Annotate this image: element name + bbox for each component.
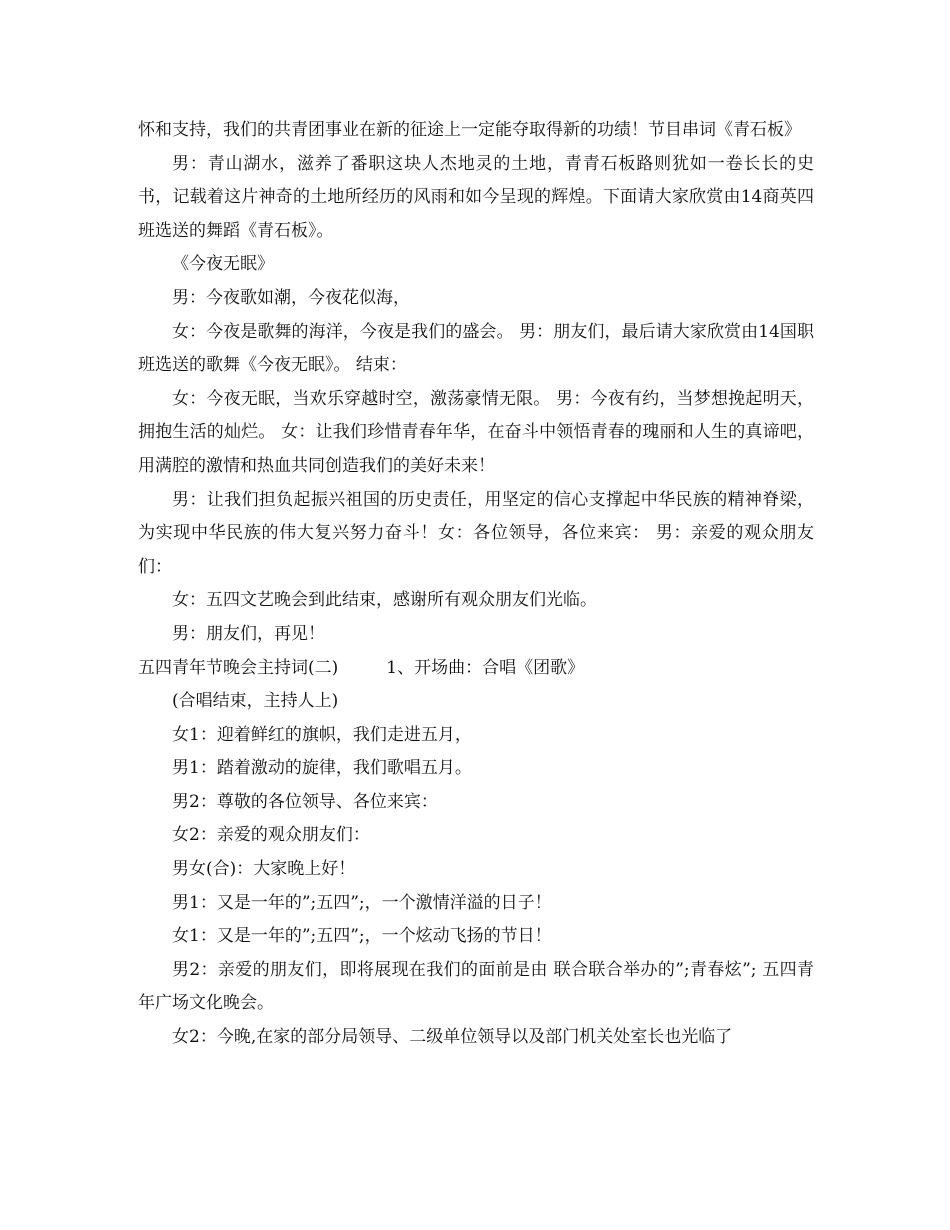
paragraph: 女2：今晚,在家的部分局领导、二级单位领导以及部门机关处室长也光临了 xyxy=(172,1027,733,1048)
document-body xyxy=(138,114,814,1055)
paragraph: 女1：又是一年的”;五四”;，一个炫动飞扬的节日！ xyxy=(172,926,552,947)
paragraph: 女：今夜是歌舞的海洋，今夜是我们的盛会。 男：朋友们，最后请大家欣赏由14国职班选送的歌舞《今夜无眠》。 结束： xyxy=(138,321,814,376)
paragraph: 女：今夜无眠，当欢乐穿越时空，激荡豪情无限。 男：今夜有约，当梦想挽起明天，拥抱生活的灿烂。 女：让我们珍惜青春年华，在奋斗中领悟青春的瑰丽和人生的真谛吧，用满腔的激情和热血共同创造我们的美好未来！ xyxy=(138,388,814,476)
section-item: 1、开场曲：合唱《团歌》 xyxy=(386,657,585,678)
paragraph: 男1：又是一年的”;五四”;，一个激情洋溢的日子！ xyxy=(172,892,552,913)
subheading: 《今夜无眠》 xyxy=(172,254,274,275)
stage-direction: (合唱结束，主持人上) xyxy=(172,691,339,712)
paragraph: 男2：亲爱的朋友们，即将展现在我们的面前是由 联合联合举办的”;青春炫”; 五四青年广场文化晚会。 xyxy=(138,959,814,1014)
paragraph: 怀和支持，我们的共青团事业在新的征途上一定能夺取得新的功绩！节目串词《青石板》 xyxy=(138,120,801,140)
paragraph: 男女(合)：大家晚上好！ xyxy=(172,859,356,880)
section-heading xyxy=(138,652,814,686)
paragraph: 男：青山湖水，滋养了番职这块人杰地灵的土地，青青石板路则犹如一卷长长的史书，记载着这片神奇的土地所经历的风雨和如今呈现的辉煌。下面请大家欣赏由14商英四班选送的舞蹈《青石板》。 xyxy=(138,153,814,241)
paragraph: 女1：迎着鲜红的旗帜，我们走进五月， xyxy=(172,724,472,745)
paragraph: 男：今夜歌如潮，今夜花似海， xyxy=(172,287,410,308)
paragraph: 男：让我们担负起振兴祖国的历史责任，用坚定的信心支撑起中华民族的精神脊梁，为实现中华民族的伟大复兴努力奋斗！女：各位领导，各位来宾： 男：亲爱的观众朋友们： xyxy=(138,489,814,577)
paragraph: 男：朋友们，再见！ xyxy=(172,623,325,644)
paragraph: 女2：亲爱的观众朋友们： xyxy=(172,825,370,846)
paragraph: 女：五四文艺晚会到此结束，感谢所有观众朋友们光临。 xyxy=(172,590,597,611)
section-title: 五四青年节晚会主持词(二) xyxy=(138,657,339,678)
paragraph: 男2：尊敬的各位领导、各位来宾： xyxy=(172,791,438,812)
paragraph: 男1：踏着激动的旋律，我们歌唱五月。 xyxy=(172,758,472,779)
